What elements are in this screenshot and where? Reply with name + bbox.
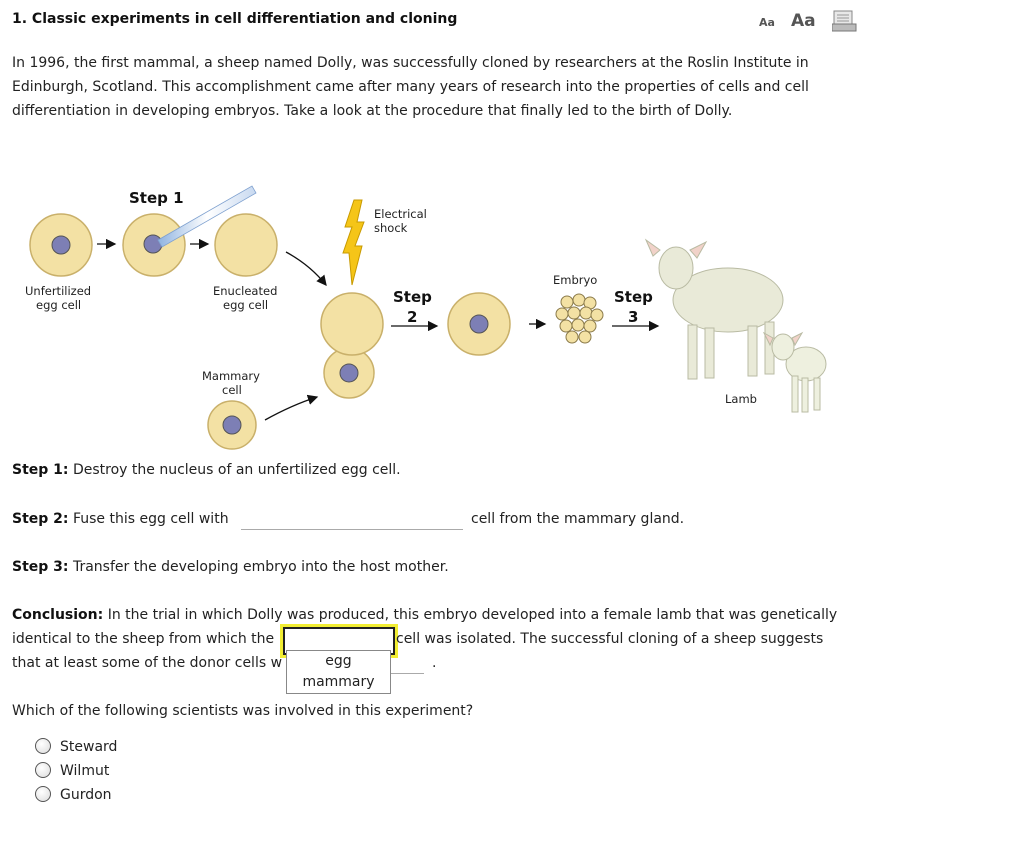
fused-egg-cell xyxy=(448,293,510,355)
step2-answer-blank[interactable] xyxy=(241,529,463,530)
conclusion-text-2b: cell was isolated. The successful cloning of a sheep suggests xyxy=(396,631,824,647)
step1-line xyxy=(12,462,401,478)
step3-bold: Step 3: xyxy=(12,559,69,575)
cloning-diagram xyxy=(0,170,880,460)
step1-bold: Step 1: xyxy=(12,462,69,478)
step1-label: Step 1 xyxy=(129,189,184,207)
radio-button[interactable] xyxy=(35,762,51,778)
dropdown-option-egg[interactable]: egg xyxy=(325,653,352,669)
question-text: Which of the following scientists was involved in this experiment? xyxy=(12,703,474,719)
radio-button[interactable] xyxy=(35,786,51,802)
step2-line xyxy=(12,511,229,527)
dropdown-option-mammary[interactable]: mammary xyxy=(302,674,375,690)
step2-after: cell from the mammary gland. xyxy=(471,511,685,527)
unfertilized-label-1: Unfertilized xyxy=(25,284,92,298)
conclusion-answer-blank[interactable] xyxy=(390,673,424,674)
step2-bold: Step 2: xyxy=(12,511,69,527)
step3-text: Transfer the developing embryo into the host mother. xyxy=(72,559,449,575)
shock-label-2: shock xyxy=(374,221,408,235)
conclusion-text-3: that at least some of the donor cells w xyxy=(12,655,283,671)
embryo-label: Embryo xyxy=(553,273,598,287)
enucleated-label-2: egg cell xyxy=(223,298,269,312)
step1-text: Destroy the nucleus of an unfertilized egg cell. xyxy=(72,462,401,478)
step3-line xyxy=(12,559,449,575)
enucleated-label-1: Enucleated xyxy=(213,284,278,298)
step2-label-b: 2 xyxy=(407,308,418,326)
mammary-cell xyxy=(208,401,256,449)
print-icon[interactable] xyxy=(832,10,858,36)
fused-cells xyxy=(321,293,383,398)
enucleated-egg-cell xyxy=(215,214,277,276)
dropdown-menu xyxy=(286,650,391,694)
lamb-label: Lamb xyxy=(725,392,757,406)
decrease-font-button[interactable]: Aa xyxy=(759,16,775,29)
arrow-4 xyxy=(265,397,317,420)
conclusion-period: . xyxy=(432,655,437,671)
conclusion-text-2a: identical to the sheep from which the xyxy=(12,631,275,647)
unfertilized-egg-cell xyxy=(30,214,92,276)
conclusion-text-1: In the trial in which Dolly was produced, this embryo developed into a female lamb that was genetically xyxy=(107,607,838,623)
lightning-bolt-icon xyxy=(343,200,364,285)
question-title: 1. Classic experiments in cell differentiation and cloning xyxy=(12,11,458,27)
choice-label: Gurdon xyxy=(60,787,112,803)
mammary-label-2: cell xyxy=(222,383,242,397)
arrow-3 xyxy=(286,252,326,285)
conclusion-line-1 xyxy=(12,607,837,623)
step3-label-a: Step xyxy=(614,288,653,306)
increase-font-button[interactable]: Aa xyxy=(791,11,816,31)
choice-gurdon[interactable] xyxy=(35,785,112,805)
shock-label-1: Electrical xyxy=(374,207,427,221)
embryo-cluster xyxy=(556,294,603,343)
intro-paragraph: In 1996, the first mammal, a sheep named Dolly, was successfully cloned by researchers at the Roslin Institute in Edinburgh, Scotland. This accomplishment came after many years of research into the properties of cells and cell differentiation in developing embryos. Take a look at the procedure that finally led to the birth of Dolly. xyxy=(12,55,809,119)
choice-label: Wilmut xyxy=(60,763,110,779)
choice-steward[interactable] xyxy=(35,737,117,757)
step2-text: Fuse this egg cell with xyxy=(72,511,229,527)
choice-label: Steward xyxy=(60,739,118,755)
step2-label-a: Step xyxy=(393,288,432,306)
step3-label-b: 3 xyxy=(628,308,639,326)
unfertilized-label-2: egg cell xyxy=(36,298,82,312)
radio-button[interactable] xyxy=(35,738,51,754)
mammary-label-1: Mammary xyxy=(202,369,260,383)
choice-wilmut[interactable] xyxy=(35,761,109,781)
adult-sheep xyxy=(646,240,783,379)
conclusion-bold: Conclusion: xyxy=(12,607,104,623)
